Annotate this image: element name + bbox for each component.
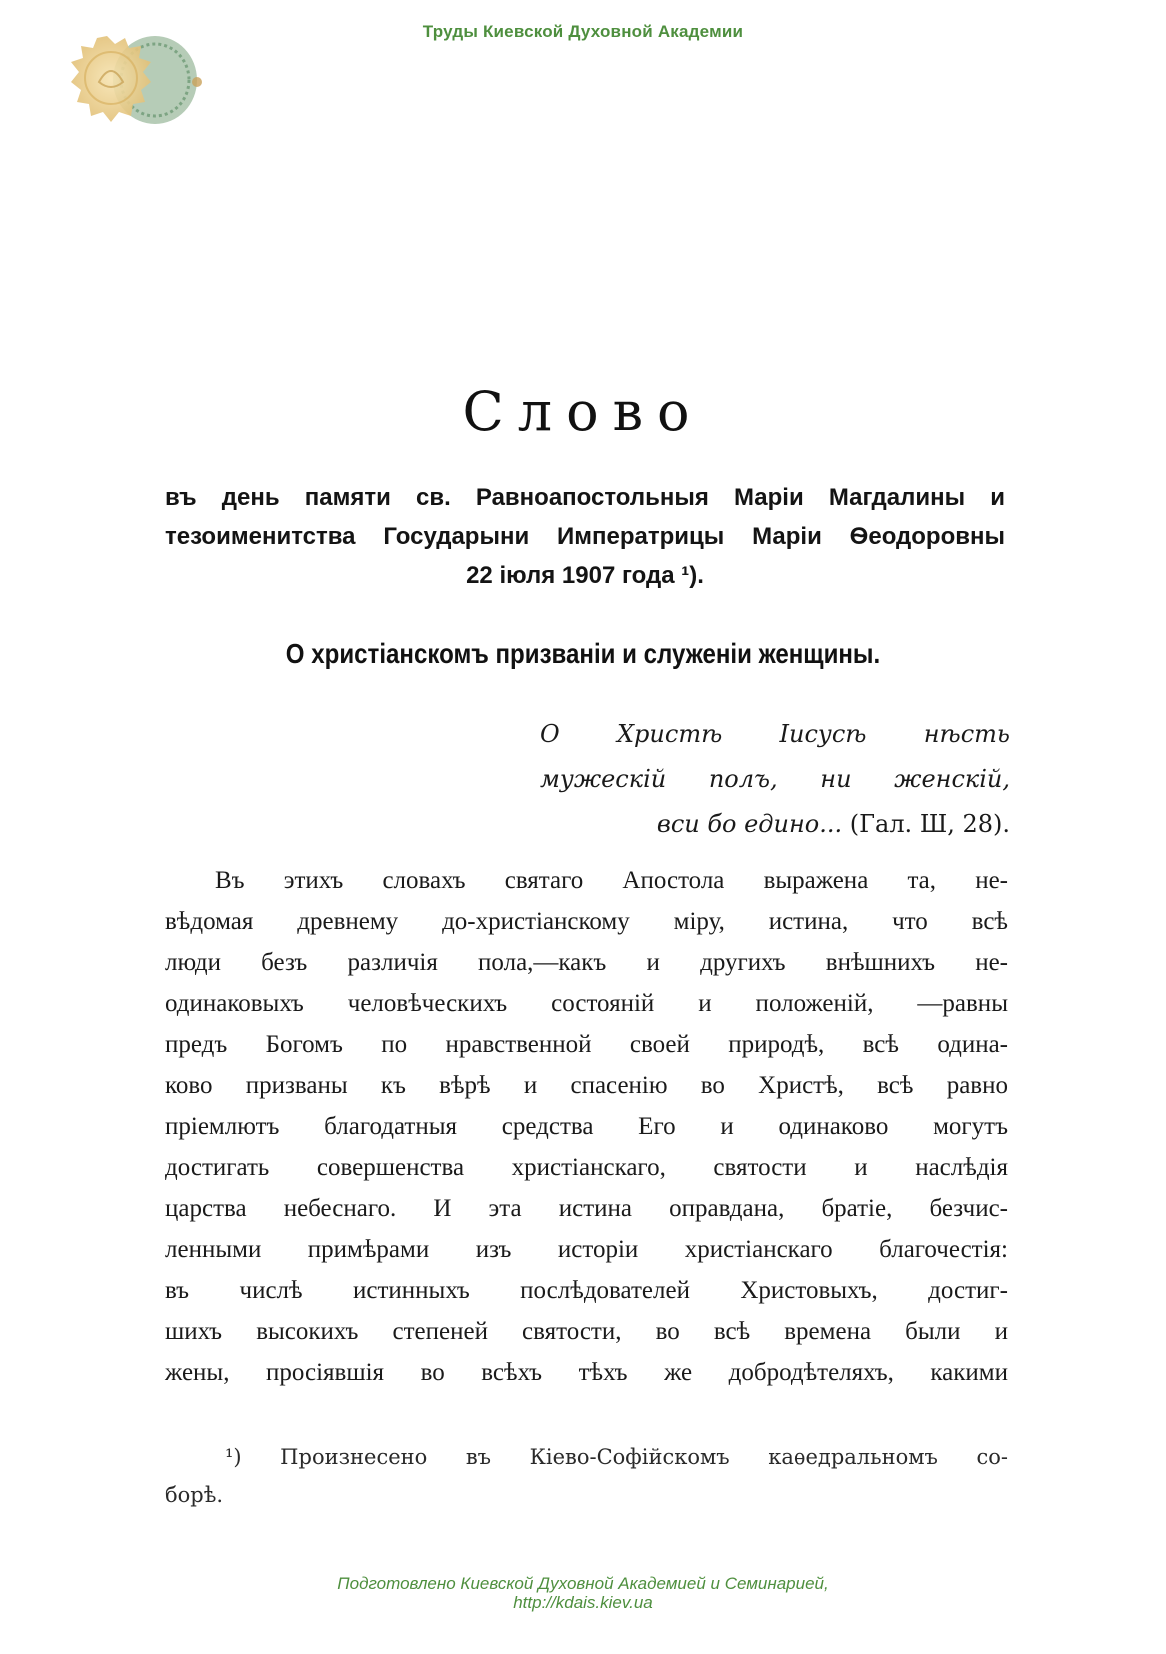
body-line: Въ этихъ словахъ святаго Апостола выражена та, не- <box>215 867 1008 894</box>
epigraph-line <box>540 802 1010 847</box>
body-line: царства небеснаго. И эта истина оправдана, братіе, безчис- <box>165 1195 1008 1222</box>
footnote <box>165 1438 1008 1514</box>
body-line: люди безъ различія пола,—какъ и другихъ внѣшнихъ не- <box>165 949 1008 976</box>
footer-link[interactable]: http://kdais.kiev.ua <box>513 1593 653 1612</box>
body-line: ково призваны къ вѣрѣ и спасенію во Христѣ, всѣ равно <box>165 1072 1008 1099</box>
epigraph-text: вси бо едино... <box>656 810 843 838</box>
body-line: одинаковыхъ человѣческихъ состояній и положеній, —равны <box>165 990 1008 1017</box>
sermon-occasion <box>165 478 1005 595</box>
footnote-marker: ¹). <box>681 562 704 589</box>
journal-title: Труды Киевской Духовной Академии <box>422 22 744 41</box>
subtitle-line: въ день памяти св. Равноапостольныя Маріи Магдалины и <box>165 484 1005 511</box>
body-line: жены, просіявшія во всѣхъ тѣхъ же добродѣтеляхъ, какими <box>165 1359 1008 1386</box>
body-line: пріемлютъ благодатныя средства Его и одинаково могутъ <box>165 1113 1008 1140</box>
body-line: вѣдомая древнему до-христіанскому міру, истина, что всѣ <box>165 908 1008 935</box>
body-line: въ числѣ истинныхъ послѣдователей Христовыхъ, достиг- <box>165 1277 1008 1304</box>
body-line: предъ Богомъ по нравственной своей природѣ, всѣ одина- <box>165 1031 1008 1058</box>
body-line: ленными примѣрами изъ исторіи христіанскаго благочестія: <box>165 1236 1008 1263</box>
footer-credit: Подготовлено Киевской Духовной Академией и Семинарией, <box>337 1574 829 1593</box>
sermon-title: О христіанскомъ призваніи и служеніи женщины. <box>285 638 881 669</box>
footnote-line: ¹) Произнесено въ Кіево-Софійскомъ каѳедральномъ со- <box>225 1445 1008 1469</box>
epigraph-line: О Христѣ Іисусѣ нѣсть <box>540 720 1010 748</box>
body-line: шихъ высокихъ степеней святости, во всѣ времена были и <box>165 1318 1008 1345</box>
body-line: достигать совершенства христіанскаго, святости и наслѣдія <box>165 1154 1008 1181</box>
epigraph <box>540 712 1010 847</box>
subtitle-date: 22 іюля 1907 года <box>466 562 675 589</box>
subtitle-line: тезоименитства Государыни Императрицы Маріи Ѳеодоровны <box>165 523 1005 550</box>
epigraph-reference: (Гал. Ш, 28). <box>849 810 1010 838</box>
document-title: Слово <box>462 380 704 443</box>
subtitle-line <box>165 556 1005 595</box>
academy-seal-icon <box>55 30 205 140</box>
footnote-line: борѣ. <box>165 1483 224 1507</box>
epigraph-line: мужескій полъ, ни женскій, <box>540 765 1010 793</box>
body-text <box>165 860 1008 1393</box>
footer <box>0 1574 1166 1612</box>
